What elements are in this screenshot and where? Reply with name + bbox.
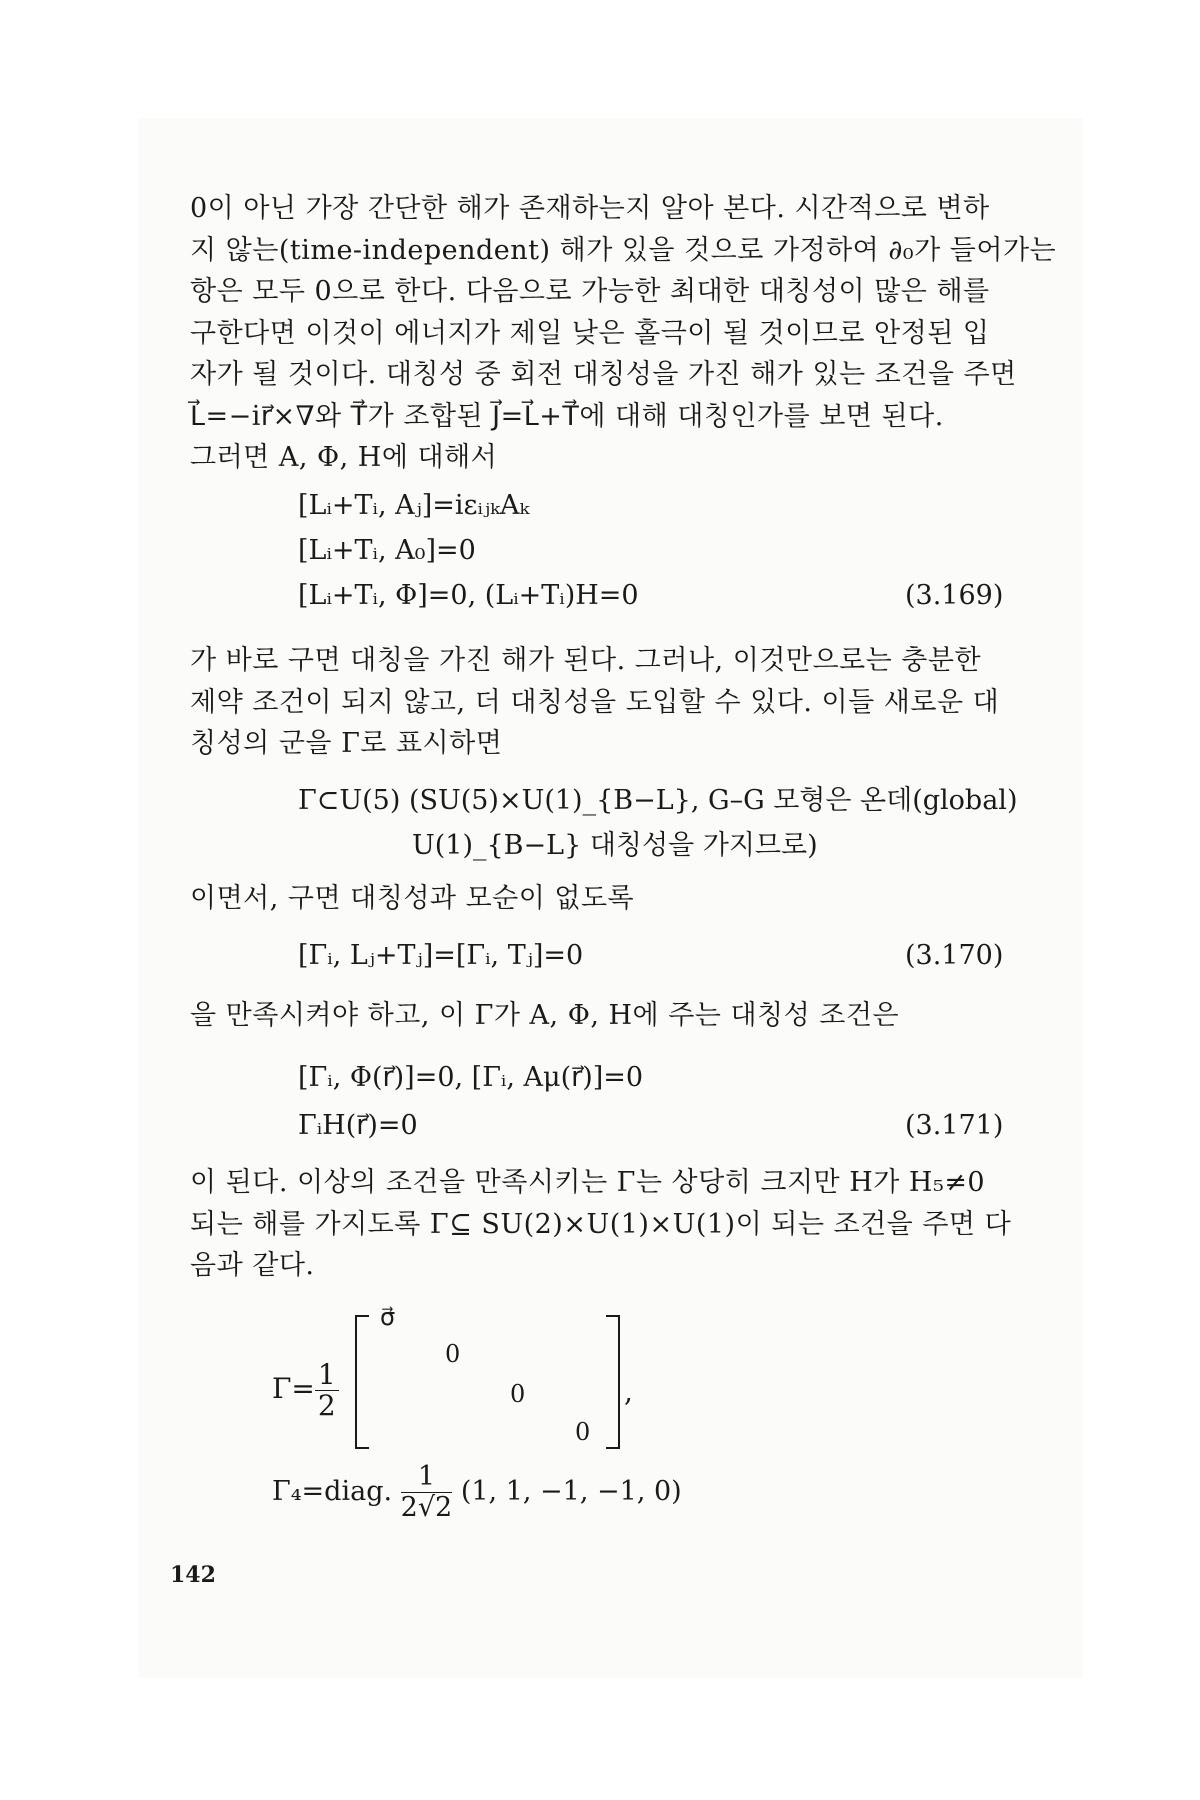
gamma-subset-line-1: Γ⊂U(5) (SU(5)×U(1)_{B−L}, G–G 모형은 온데(global) [298, 785, 1018, 816]
gamma-subset-line-2: U(1)_{B−L} 대칭성을 가지므로) [412, 830, 818, 861]
text-line: 그러면 A, Φ, H에 대해서 [190, 442, 498, 473]
text-line: 을 만족시켜야 하고, 이 Γ가 A, Φ, H에 주는 대칭성 조건은 [190, 1000, 900, 1031]
paragraph-3 [190, 878, 1035, 920]
gamma4-equation [272, 1462, 682, 1523]
paragraph-1 [190, 188, 1057, 479]
equation-171-line-1: [Γᵢ, Φ(r⃗)]=0, [Γᵢ, Aμ(r⃗)]=0 [298, 1062, 644, 1093]
gamma4-rhs: (1, 1, −1, −1, 0) [460, 1476, 682, 1507]
fraction-denominator: 2 [317, 1389, 336, 1422]
paragraph-4 [190, 995, 1035, 1037]
text-line: 0이 아닌 가장 간단한 해가 존재하는지 알아 본다. 시간적으로 변하 [190, 193, 990, 224]
text-line: 되는 해를 가지도록 Γ⊆ SU(2)×U(1)×U(1)이 되는 조건을 주면 다 [190, 1208, 1012, 1240]
text-line: 이 된다. 이상의 조건을 만족시키는 Γ는 상당히 크지만 H가 H₅≠0 [190, 1167, 986, 1198]
text-line: 자가 될 것이다. 대칭성 중 회전 대칭성을 가진 해가 있는 조건을 주면 [190, 359, 1017, 390]
text-line: 제약 조건이 되지 않고, 더 대칭성을 도입할 수 있다. 이들 새로운 대 [190, 686, 1000, 718]
fraction-denominator: 2√2 [400, 1492, 453, 1523]
text-line: 구한다면 이것이 에너지가 제일 낮은 홀극이 될 것이므로 안정된 입 [190, 317, 990, 349]
text-line: 항은 모두 0으로 한다. 다음으로 가능한 최대한 대칭성이 많은 해를 [190, 276, 990, 307]
equation-number-169: (3.169) [905, 580, 1004, 611]
matrix-right-bracket [606, 1315, 620, 1449]
text-line: 칭성의 군을 Γ로 표시하면 [190, 728, 503, 759]
paragraph-5 [190, 1162, 1035, 1287]
matrix-entry-zero: 0 [575, 1418, 591, 1446]
gamma4-lhs: Γ₄=diag. [272, 1476, 393, 1507]
matrix-entry-zero: 0 [445, 1340, 461, 1368]
gamma-symbol: Γ= [272, 1372, 315, 1405]
equation-number-171: (3.171) [905, 1110, 1004, 1141]
fraction-inverse-two-root-two [401, 1462, 453, 1523]
equation-171-line-2: ΓᵢH(r⃗)=0 [298, 1110, 418, 1141]
fraction-numerator: 1 [315, 1360, 339, 1391]
matrix-lhs [272, 1360, 339, 1421]
fraction-numerator: 1 [401, 1462, 453, 1493]
text-line: 이면서, 구면 대칭성과 모순이 없도록 [190, 883, 635, 914]
equation-170: [Γᵢ, Lⱼ+Tⱼ]=[Γᵢ, Tⱼ]=0 [298, 940, 584, 971]
matrix-trailing-comma: , [624, 1375, 633, 1408]
text-line: L⃗=−ir⃗×∇와 T⃗가 조합된 J⃗=L⃗+T⃗에 대해 대칭인가를 보면 된다. [190, 400, 944, 432]
equation-169-line-1: [Lᵢ+Tᵢ, Aⱼ]=iεᵢⱼₖAₖ [298, 490, 530, 521]
equation-number-170: (3.170) [905, 940, 1004, 971]
page-number: 142 [170, 1562, 216, 1588]
equation-169-line-3: [Lᵢ+Tᵢ, Φ]=0, (Lᵢ+Tᵢ)H=0 [298, 580, 639, 611]
matrix-entry-zero: 0 [510, 1380, 526, 1408]
fraction-one-half [315, 1360, 339, 1421]
text-line: 음과 같다. [190, 1250, 315, 1281]
matrix-left-bracket [355, 1315, 369, 1449]
equation-169-line-2: [Lᵢ+Tᵢ, A₀]=0 [298, 535, 476, 566]
paragraph-2 [190, 640, 1035, 765]
text-line: 가 바로 구면 대칭을 가진 해가 된다. 그러나, 이것만으로는 충분한 [190, 645, 982, 676]
matrix-entry-sigma: σ⃗ [380, 1303, 396, 1331]
text-line: 지 않는(time-independent) 해가 있을 것으로 가정하여 ∂₀가 들어가는 [190, 234, 1057, 266]
